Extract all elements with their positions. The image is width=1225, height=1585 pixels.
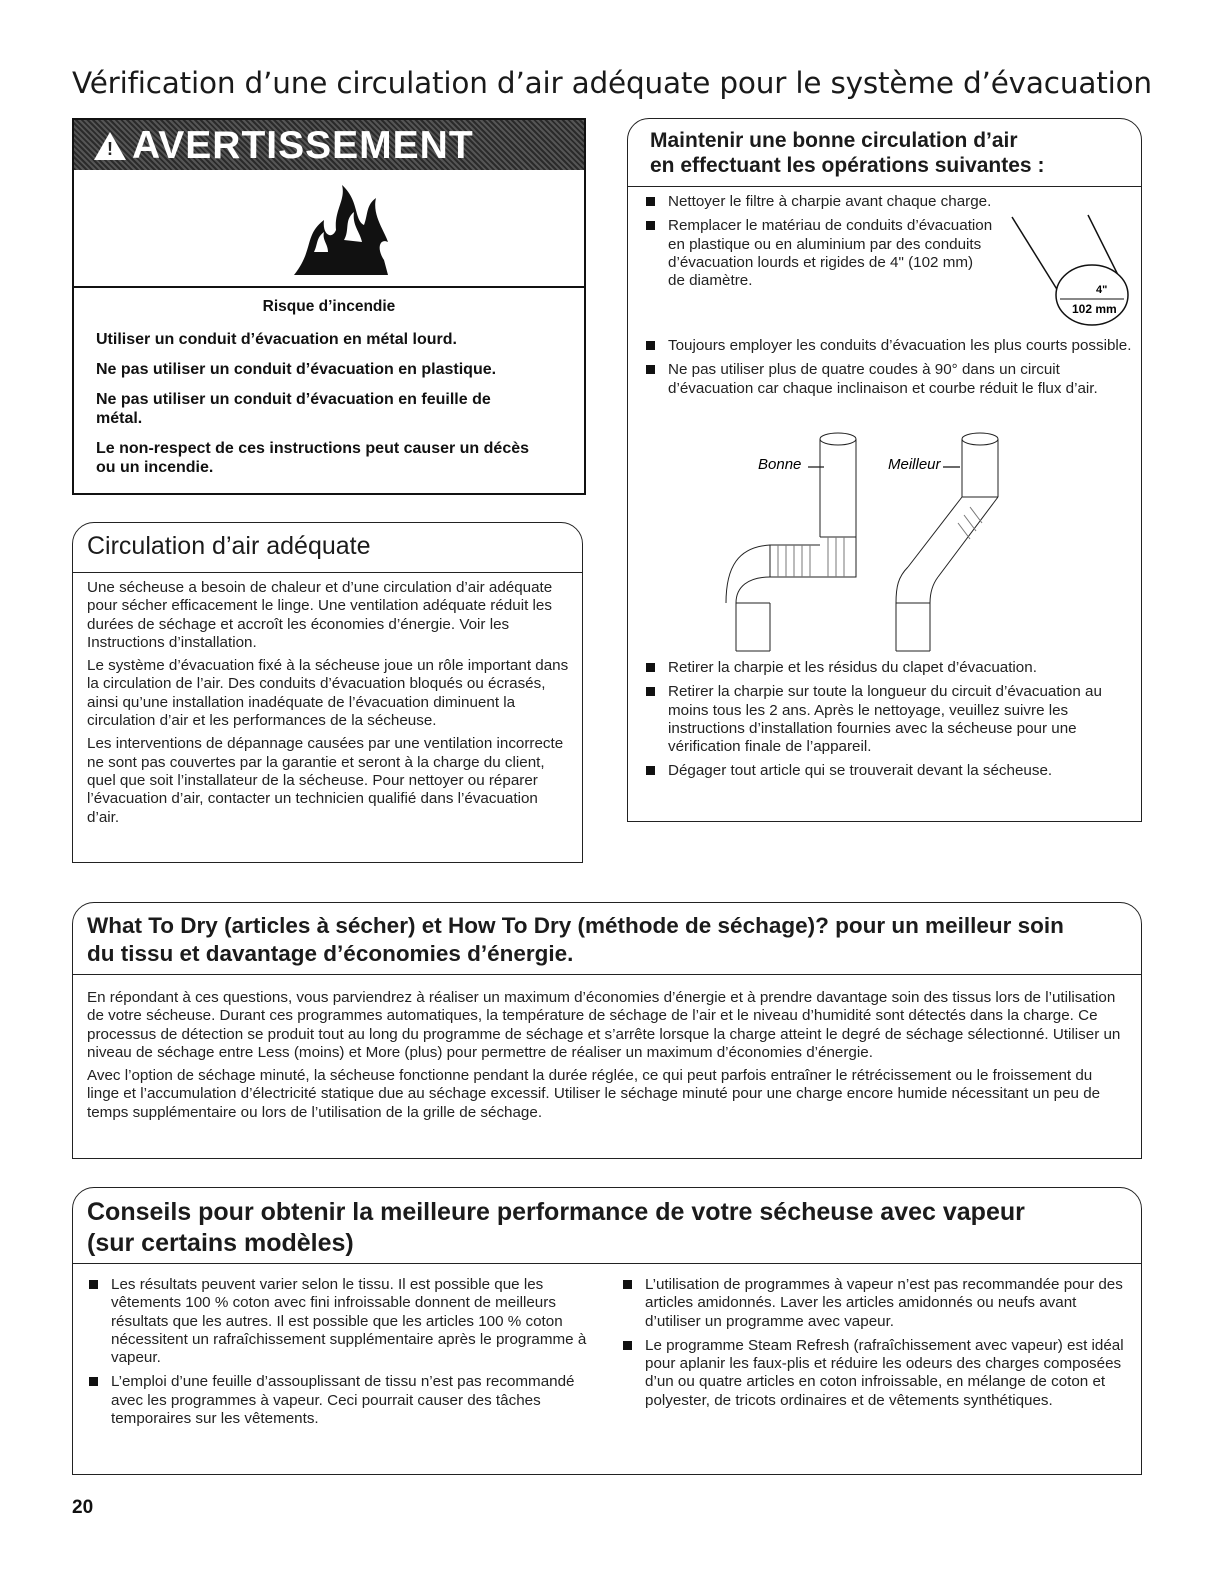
warning-line: Utiliser un conduit d’évacuation en métal lourd. — [96, 331, 457, 348]
warning-line: Le non-respect de ces instructions peut causer un décès ou un incendie. — [96, 440, 530, 476]
warning-box — [72, 118, 586, 495]
duct-label-4in: 4" — [1096, 284, 1108, 296]
maintain-title-line2: en effectuant les opérations suivantes : — [650, 154, 1045, 177]
warning-line: Ne pas utiliser un conduit d’évacuation en feuille de métal. — [96, 391, 491, 427]
maintain-bullet: Retirer la charpie et les résidus du clapet d’évacuation. — [644, 659, 1134, 677]
duct-label-102mm: 102 mm — [1072, 302, 1117, 316]
airflow-title: Circulation d’air adéquate — [87, 532, 371, 560]
maintain-bullet: Ne pas utiliser plus de quatre coudes à 90° dans un circuit d’évacuation car chaque inclinaison et courbe réduit le flux d’air. — [644, 361, 1132, 398]
page-number: 20 — [72, 1497, 94, 1518]
duct-diameter-diagram — [1008, 211, 1138, 331]
warning-header — [74, 120, 584, 170]
steam-tips-title-line2: (sur certains modèles) — [87, 1229, 354, 1257]
maintain-bullet: Dégager tout article qui se trouverait devant la sécheuse. — [644, 762, 1134, 780]
warning-line: Ne pas utiliser un conduit d’évacuation en plastique. — [96, 361, 497, 378]
maintain-bullet: Nettoyer le filtre à charpie avant chaque charge. — [644, 193, 994, 211]
what-to-dry-title-line1: What To Dry (articles à sécher) et How To Dry (méthode de séchage)? pour un meilleur soin — [87, 913, 1064, 938]
airflow-paragraph: Les interventions de dépannage causées par une ventilation incorrecte ne sont pas couvertes par la garantie et seront à la charge du client, quel que soit l’installateur de la sécheuse. Pour nettoyer ou réparer l’évacuation d’air, contacter un technicien qualifié dans l’évacuation d’air. — [87, 735, 564, 826]
warning-title: AVERTISSEMENT — [132, 124, 474, 167]
steam-tips-section — [72, 1187, 1142, 1475]
airflow-section — [72, 522, 583, 863]
maintain-bullet: Toujours employer les conduits d’évacuation les plus courts possible. — [644, 337, 1132, 355]
steam-tips-title-line1: Conseils pour obtenir la meilleure performance de votre sécheuse avec vapeur — [87, 1198, 1025, 1226]
what-to-dry-paragraph: Avec l’option de séchage minuté, la sécheuse fonctionne pendant la durée réglée, ce qui peut parfois entraîner le rétrécissement ou le froissement du linge et l’accumulation d’électricité statique due au séchage excessif. Utiliser le séchage minuté pour une charge encore humide nécessitant un peu de temps supplémentaire ou lors de l’utilisation de la grille de séchage. — [87, 1067, 1101, 1121]
maintain-bullet: Remplacer le matériau de conduits d’évacuation en plastique ou en aluminium par des conduits d’évacuation lourds et rigides de 4" (102 mm) de diamètre. — [644, 217, 994, 290]
steam-tip-bullet: L’emploi d’une feuille d’assouplissant de tissu n’est pas recommandé avec les programmes à vapeur. Ceci pourrait causer des tâches temporaires sur les vêtements. — [87, 1373, 595, 1428]
maintain-bullet: Retirer la charpie sur toute la longueur du circuit d’évacuation au moins tous les 2 ans. Après le nettoyage, veuillez suivre les instructions d’installation fournies avec la sécheuse pour une vérification finale de l’appareil. — [644, 683, 1134, 756]
steam-tip-bullet: Le programme Steam Refresh (rafraîchissement avec vapeur) est idéal pour aplanir les faux-plis et réduire les odeurs des charges composées d’un ou quatre articles en coton infroissable, en mélange de coton et polyester, de tricots ordinaires et de vêtements synthétiques. — [621, 1337, 1133, 1410]
warning-header-text — [94, 124, 474, 168]
what-to-dry-title-line2: du tissu et davantage d’économies d’énergie. — [87, 941, 574, 966]
what-to-dry-section — [72, 902, 1142, 1159]
label-better: Meilleur — [888, 456, 941, 473]
airflow-paragraph: Une sécheuse a besoin de chaleur et d’une circulation d’air adéquate pour sécher efficacement le linge. Une ventilation adéquate réduit les durées de séchage et accroît les économies d’énergie. Voir les Instructions d’installation. — [87, 579, 553, 651]
warning-divider — [74, 286, 584, 288]
elbow-duct-diagram — [718, 427, 1038, 657]
page-title: Vérification d’une circulation d’air adéquate pour le système d’évacuation — [72, 66, 1152, 100]
maintain-title-line1: Maintenir une bonne circulation d’air — [650, 129, 1018, 152]
warning-subhead: Risque d’incendie — [262, 298, 396, 315]
airflow-paragraph: Le système d’évacuation fixé à la sécheuse joue un rôle important dans la circulation de l’air. Des conduits d’évacuation bloqués ou écrasés, ainsi qu’une installation inadéquate de l’évacuation diminuent la circulation d’air et les performances de la sécheuse. — [87, 657, 569, 730]
steam-tip-bullet: L’utilisation de programmes à vapeur n’est pas recommandée pour des articles amidonnés. Laver les articles amidonnés ou neufs avant d’utiliser un programme avec vapeur. — [621, 1276, 1133, 1331]
steam-tip-bullet: Les résultats peuvent varier selon le tissu. Il est possible que les vêtements 100 % coton avec fini infroissable donnent de meilleurs résultats que les autres. Il est possible que les articles 100 % coton nécessitent un rafraîchissement supplémentaire après le programme à vapeur. — [87, 1276, 595, 1367]
label-good: Bonne — [758, 456, 802, 473]
warning-triangle-icon: ! — [94, 132, 126, 160]
what-to-dry-paragraph: En répondant à ces questions, vous parviendrez à réaliser un maximum d’économies d’énergie et à prendre davantage soin des tissus lors de l’utilisation de votre sécheuse. Durant ces programmes automatiques, la température de séchage de l’air et le niveau d’humidité sont détectés dans la charge. Ce processus de détection se produit tout au long du programme de séchage et s’arrête lorsque la charge atteint le degré de séchage sélectionné. Utiliser un niveau de séchage entre Less (moins) et More (plus) pour permettre de réaliser un maximum d’économies d’énergie. — [87, 989, 1121, 1061]
maintain-section — [627, 118, 1142, 822]
fire-icon — [284, 180, 394, 280]
